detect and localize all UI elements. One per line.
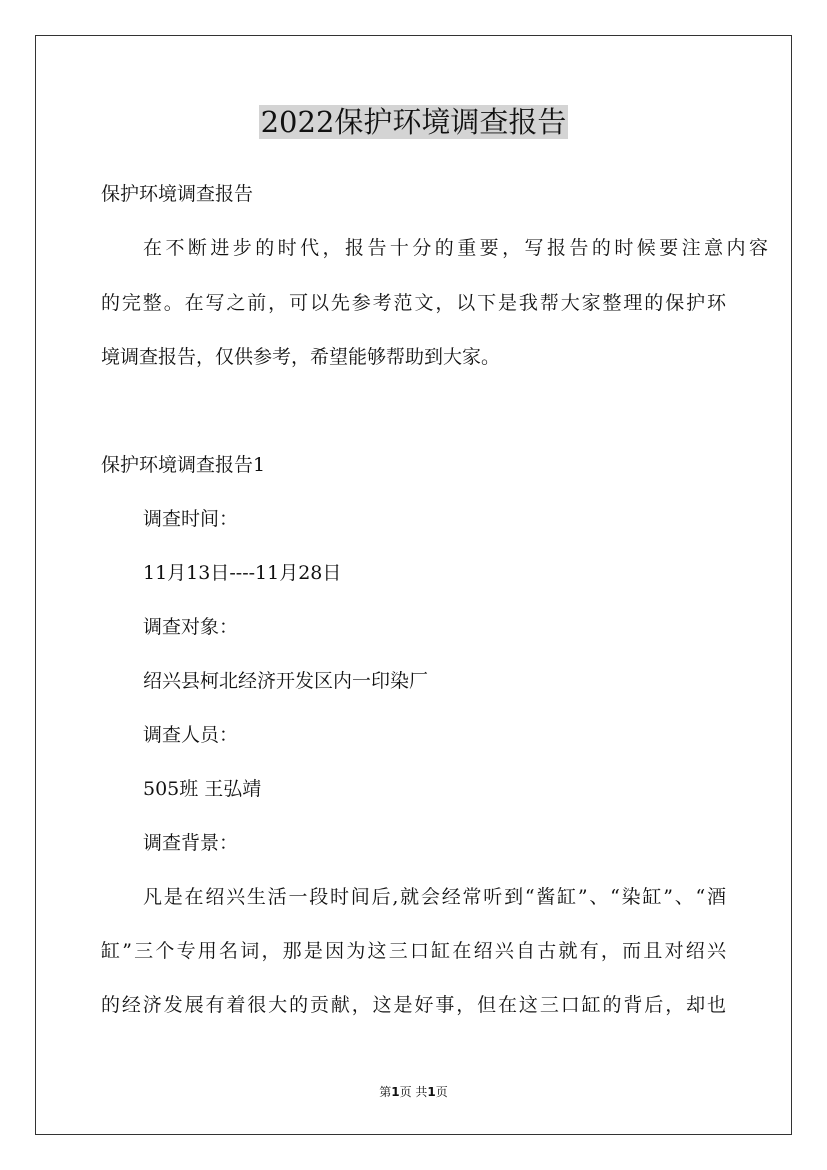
footer-page-total: 1 — [427, 1085, 436, 1099]
background-line-1: 凡是在绍兴生活一段时间后,就会经常听到“酱缸”、“染缸”、“酒 — [143, 886, 726, 908]
intro-line-2: 的完整。在写之前，可以先参考范文，以下是我帮大家整理的保护环 — [101, 292, 726, 314]
footer-suffix: 页 — [435, 1085, 448, 1099]
footer-page-current: 1 — [391, 1085, 400, 1099]
background-line-2: 缸”三个专用名词，那是因为这三口缸在绍兴自古就有，而且对绍兴 — [101, 940, 726, 962]
footer-prefix: 第 — [379, 1085, 392, 1099]
field-value-subject: 绍兴县柯北经济开发区内一印染厂 — [143, 670, 429, 692]
field-label-staff: 调查人员： — [143, 724, 239, 746]
page-footer — [0, 1084, 827, 1100]
background-line-3: 的经济发展有着很大的贡献，这是好事，但在这三口缸的背后，却也 — [101, 994, 726, 1016]
section-heading: 保护环境调查报告1 — [101, 454, 266, 476]
intro-line-1: 在不断进步的时代，报告十分的重要，写报告的时候要注意内容 — [143, 237, 768, 259]
field-label-time: 调查时间： — [143, 508, 239, 530]
field-value-time: 11月13日----11月28日 — [143, 562, 342, 584]
footer-mid: 页 共 — [399, 1085, 428, 1099]
field-value-staff: 505班 王弘靖 — [143, 778, 262, 800]
background-label: 调查背景： — [143, 832, 239, 854]
intro-line-3: 境调查报告，仅供参考，希望能够帮助到大家。 — [101, 346, 501, 368]
document-title-text: 2022保护环境调查报告 — [260, 105, 567, 139]
document-title — [0, 100, 827, 144]
document-subtitle: 保护环境调查报告 — [101, 183, 254, 205]
field-label-subject: 调查对象： — [143, 616, 239, 638]
